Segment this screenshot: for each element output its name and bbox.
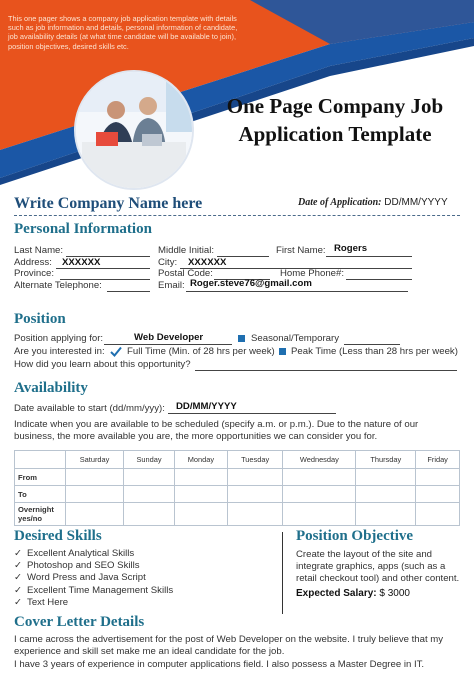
table-cell[interactable]: [66, 469, 124, 486]
address-field[interactable]: [56, 268, 150, 269]
table-corner-cell: [15, 451, 66, 469]
check-icon: ✓: [14, 560, 23, 572]
seasonal-field[interactable]: [344, 344, 400, 345]
cover-letter-line-3: I have 3 years of experience in computer applications field. I also possess a Master Degree in IT.: [14, 658, 425, 670]
email-value: Roger.steve76@gmail.com: [190, 278, 312, 289]
city-value: XXXXXX: [188, 257, 227, 268]
list-item: ✓ Excellent Time Management Skills: [14, 584, 174, 596]
objective-heading: Position Objective: [296, 528, 414, 544]
table-cell[interactable]: [124, 486, 175, 503]
alternate-telephone-label: Alternate Telephone:: [14, 280, 102, 291]
learned-field[interactable]: [195, 370, 457, 371]
expected-salary-value: $ 3000: [379, 588, 410, 599]
cover-letter-line-2: experience and skill set make me an ideal candidate for the job.: [14, 646, 285, 658]
position-applying-field[interactable]: [104, 344, 232, 345]
learned-label: How did you learn about this opportunity?: [14, 359, 191, 370]
table-cell[interactable]: [416, 469, 460, 486]
row-label-overnight: Overnight yes/no: [15, 503, 66, 526]
middle-initial-label: Middle Initial:: [158, 245, 214, 256]
table-row: [15, 486, 460, 503]
first-name-label: First Name:: [276, 245, 326, 256]
date-available-label: Date available to start (dd/mm/yyy):: [14, 403, 165, 414]
page-title: [200, 92, 470, 148]
cover-letter-line-1: I came across the advertisement for the post of Web Developer on the website. I truly believe that my: [14, 634, 444, 645]
table-header-row: [15, 451, 460, 469]
position-applying-label: Position applying for:: [14, 333, 104, 344]
expected-salary: [296, 588, 410, 599]
row-label-from: From: [15, 469, 66, 486]
check-icon: ✓: [14, 572, 23, 584]
expected-salary-label: Expected Salary:: [296, 588, 377, 599]
interested-label: Are you interested in:: [14, 346, 105, 357]
title-line-1: One Page Company Job: [226, 94, 444, 118]
office-photo: [76, 72, 192, 188]
table-cell[interactable]: [283, 469, 356, 486]
seasonal-label: Seasonal/Temporary: [251, 333, 339, 344]
table-cell[interactable]: [227, 469, 283, 486]
check-icon: ✓: [14, 596, 23, 608]
row-label-to: To: [15, 486, 66, 503]
date-of-application-label: Date of Application:: [298, 197, 382, 208]
divider: [14, 215, 460, 216]
day-header: Sunday: [124, 451, 175, 469]
availability-note-line-1: Indicate when you are available to be scheduled (specify a.m. or p.m.). Due to the nature of our: [14, 419, 419, 430]
day-header: Saturday: [66, 451, 124, 469]
list-item: ✓ Word Press and Java Script: [14, 572, 146, 584]
table-cell[interactable]: [124, 469, 175, 486]
position-heading: Position: [14, 311, 66, 327]
skills-heading: Desired Skills: [14, 528, 102, 544]
column-divider: [282, 532, 283, 614]
full-time-label: Full Time (Min. of 28 hrs per week): [127, 346, 275, 357]
title-line-2: Application Template: [238, 122, 432, 146]
peak-time-label: Peak Time (Less than 28 hrs per week): [291, 346, 458, 357]
list-item: ✓ Excellent Analytical Skills: [14, 548, 135, 559]
day-header: Wednesday: [283, 451, 356, 469]
table-row: [15, 469, 460, 486]
home-phone-field[interactable]: [346, 279, 412, 280]
table-cell[interactable]: [356, 469, 416, 486]
availability-heading: Availability: [14, 380, 88, 396]
table-cell[interactable]: [66, 486, 124, 503]
address-label: Address:: [14, 257, 52, 268]
peak-time-checkbox[interactable]: [279, 348, 286, 355]
first-name-field[interactable]: [326, 256, 412, 257]
date-available-value: DD/MM/YYYY: [176, 401, 237, 412]
cover-letter-text: [14, 634, 464, 671]
city-label: City:: [158, 257, 178, 268]
table-cell[interactable]: [227, 503, 283, 526]
availability-table: [14, 450, 460, 526]
table-cell[interactable]: [227, 486, 283, 503]
day-header: Monday: [174, 451, 227, 469]
table-cell[interactable]: [174, 486, 227, 503]
email-field[interactable]: [186, 291, 408, 292]
objective-text: Create the layout of the site and integrate graphics, apps (such as a retail checkout tool) and other content.: [296, 549, 460, 585]
skills-list: [14, 548, 173, 609]
position-applying-value: Web Developer: [134, 332, 204, 343]
table-cell[interactable]: [416, 486, 460, 503]
address-value: XXXXXX: [62, 257, 101, 268]
first-name-value: Rogers: [334, 243, 368, 254]
day-header: Friday: [416, 451, 460, 469]
table-cell[interactable]: [416, 503, 460, 526]
day-header: Thursday: [356, 451, 416, 469]
date-available-field[interactable]: [168, 413, 336, 414]
company-name: Write Company Name here: [14, 195, 203, 212]
email-label: Email:: [158, 280, 185, 291]
list-item: ✓ Photoshop and SEO Skills: [14, 560, 140, 572]
last-name-label: Last Name:: [14, 245, 64, 256]
table-cell[interactable]: [356, 503, 416, 526]
check-icon: ✓: [14, 584, 23, 596]
list-item: ✓ Text Here: [14, 596, 69, 608]
postal-code-label: Postal Code:: [158, 268, 213, 279]
table-cell[interactable]: [283, 503, 356, 526]
table-row: [15, 503, 460, 526]
check-icon: ✓: [14, 548, 23, 559]
date-of-application-value: DD/MM/YYYY: [384, 197, 448, 208]
province-label: Province:: [14, 268, 54, 279]
full-time-checkmark-icon[interactable]: [110, 346, 122, 357]
table-cell[interactable]: [174, 469, 227, 486]
intro-text: This one pager shows a company job application template with details such as job information and details, personal information of candidate, job availability details (at what time candidate will be available to join), position objectives, desired skills etc.: [8, 14, 238, 51]
home-phone-label: Home Phone#:: [280, 268, 344, 279]
table-cell[interactable]: [124, 503, 175, 526]
seasonal-checkbox[interactable]: [238, 335, 245, 342]
date-of-application: [298, 197, 448, 208]
personal-info-heading: Personal Information: [14, 221, 152, 237]
table-cell[interactable]: [66, 503, 124, 526]
day-header: Tuesday: [227, 451, 283, 469]
availability-note-line-2: business, the more available you are, the more opportunities we can consider you for.: [14, 431, 378, 442]
alternate-telephone-field[interactable]: [107, 291, 150, 292]
table-cell[interactable]: [283, 486, 356, 503]
cover-letter-heading: Cover Letter Details: [14, 614, 145, 630]
table-cell[interactable]: [174, 503, 227, 526]
table-cell[interactable]: [356, 486, 416, 503]
